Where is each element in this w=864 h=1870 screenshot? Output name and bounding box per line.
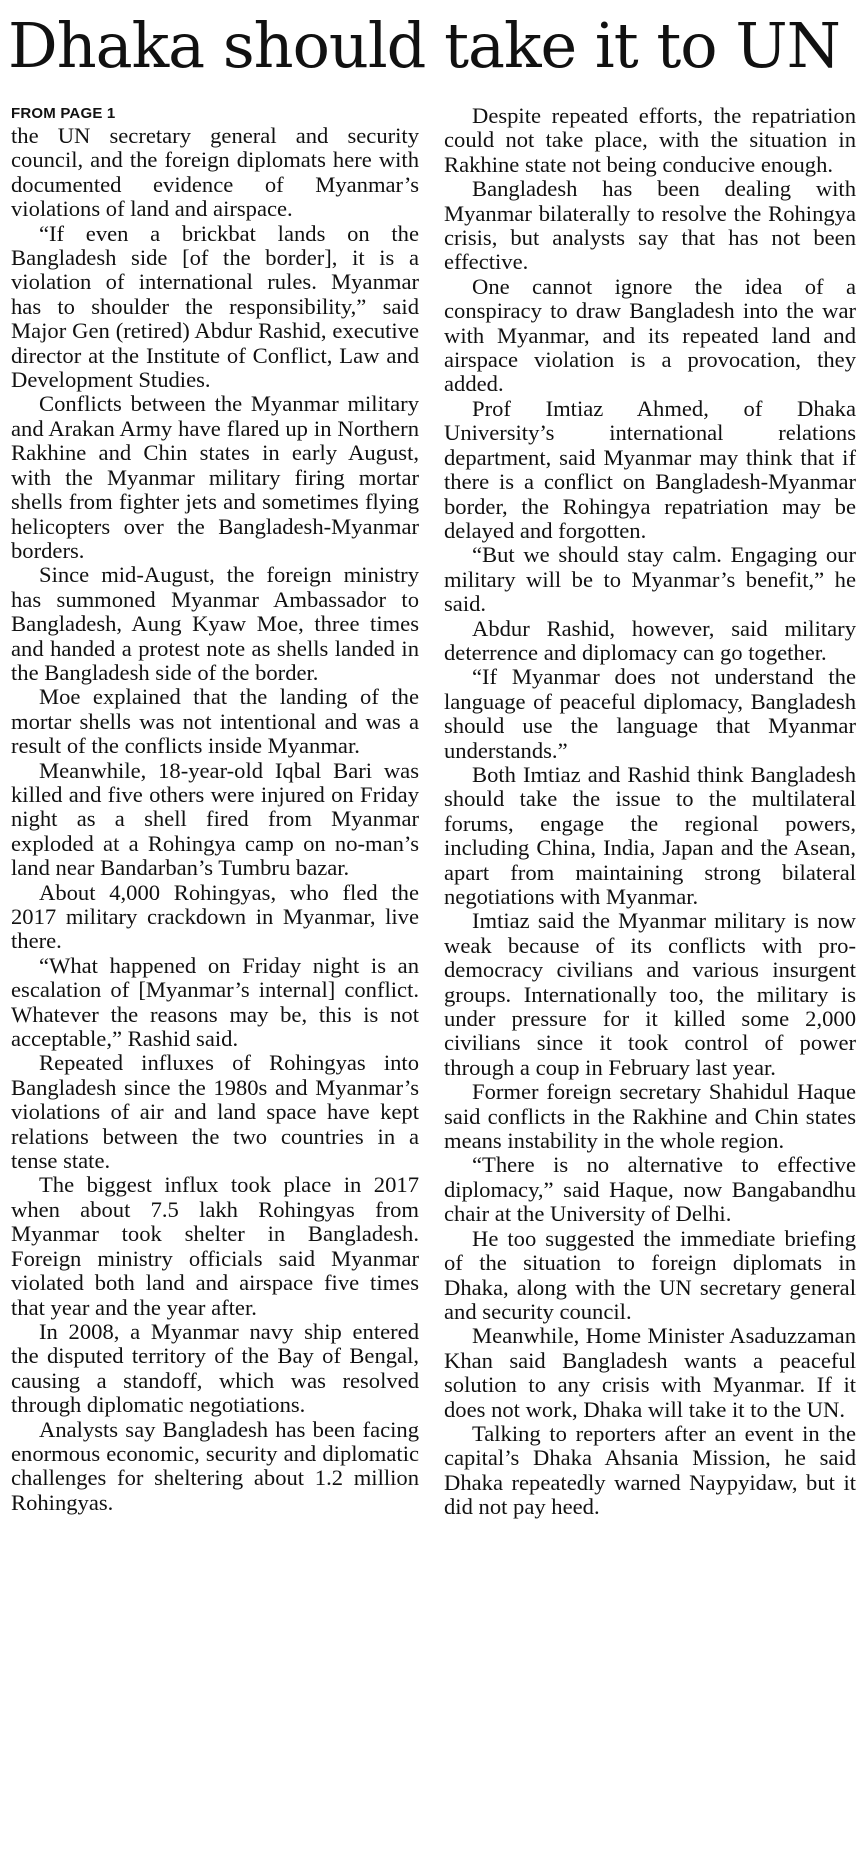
paragraph: In 2008, a Myanmar navy ship entered the disputed territory of the Bay of Bengal, causing a standoff, which was resolved through diplomatic negotiations. bbox=[11, 1318, 419, 1418]
article-column-left bbox=[11, 104, 419, 1864]
headline: Dhaka should take it to UN bbox=[8, 9, 840, 82]
paragraph: “There is no alternative to effective diplomacy,” said Haque, now Bangabandhu chair at the University of Delhi. bbox=[444, 1152, 856, 1227]
paragraph: About 4,000 Rohingyas, who fled the 2017 military crackdown in Myanmar, live there. bbox=[11, 879, 419, 954]
paragraph: “What happened on Friday night is an escalation of [Myanmar’s internal] conflict. Whatever the reasons may be, this is not acceptable,” Rashid said. bbox=[11, 952, 419, 1052]
paragraph: One cannot ignore the idea of a conspiracy to draw Bangladesh into the war with Myanmar, and its repeated land and airspace violation is a provocation, they added. bbox=[444, 273, 856, 397]
paragraph: Bangladesh has been dealing with Myanmar bilaterally to resolve the Rohingya crisis, but analysts say that has not been effective. bbox=[444, 176, 856, 275]
paragraph: The biggest influx took place in 2017 when about 7.5 lakh Rohingyas from Myanmar took shelter in Bangladesh. Foreign ministry officials said Myanmar violated both land and airspace five times that year and the year after. bbox=[11, 1172, 419, 1320]
paragraph: He too suggested the immediate briefing of the situation to foreign diplomats in Dhaka, along with the UN secretary general and security council. bbox=[444, 1225, 856, 1324]
article-column-right bbox=[444, 104, 856, 1864]
paragraph: “But we should stay calm. Engaging our military will be to Myanmar’s benefit,” he said. bbox=[444, 542, 856, 617]
paragraph: Conflicts between the Myanmar military and Arakan Army have flared up in Northern Rakhine and Chin states in early August, with the Myanmar military firing mortar shells from fighter jets and sometimes flying helicopters over the Bangladesh-Myanmar borders. bbox=[11, 391, 419, 563]
paragraph: Prof Imtiaz Ahmed, of Dhaka University’s international relations department, said Myanmar may think that if there is a conflict on Bangladesh-Myanmar border, the Rohingya repatriation may be delayed and forgotten. bbox=[444, 395, 856, 543]
paragraph: Talking to reporters after an event in the capital’s Dhaka Ahsania Mission, he said Dhaka repeatedly warned Naypyidaw, but it did not pay heed. bbox=[444, 1420, 856, 1520]
paragraph: Since mid-August, the foreign ministry has summoned Myanmar Ambassador to Bangladesh, Aung Kyaw Moe, three times and handed a protest note as shells landed in the Bangladesh side of the border. bbox=[11, 562, 419, 685]
paragraph: Meanwhile, Home Minister Asaduzzaman Khan said Bangladesh wants a peaceful solution to any crisis with Myanmar. If it does not work, Dhaka will take it to the UN. bbox=[444, 1323, 856, 1422]
paragraph: Repeated influxes of Rohingyas into Bangladesh since the 1980s and Myanmar’s violations of air and land space have kept relations between the two countries in a tense state. bbox=[11, 1050, 419, 1174]
continuation-kicker: FROM PAGE 1 bbox=[11, 105, 116, 122]
paragraph: Former foreign secretary Shahidul Haque said conflicts in the Rakhine and Chin states means instability in the whole region. bbox=[444, 1079, 856, 1154]
paragraph: “If Myanmar does not understand the language of peaceful diplomacy, Bangladesh should use the language that Myanmar understands.” bbox=[444, 664, 856, 763]
paragraph: Abdur Rashid, however, said military deterrence and diplomacy can go together. bbox=[444, 615, 856, 665]
paragraph: Imtiaz said the Myanmar military is now weak because of its conflicts with pro-democracy civilians and various insurgent groups. Internationally too, the military is under pressure for it killed some 2,000 civilians since it took control of power through a coup in February last year. bbox=[444, 908, 856, 1080]
paragraph: Both Imtiaz and Rashid think Bangladesh should take the issue to the multilateral forums, engage the regional powers, including China, India, Japan and the Asean, apart from maintaining strong bilateral negotiations with Myanmar. bbox=[444, 761, 856, 909]
paragraph: the UN secretary general and security council, and the foreign diplomats here with documented evidence of Myanmar’s violations of land and airspace. bbox=[11, 123, 419, 222]
paragraph: Meanwhile, 18-year-old Iqbal Bari was killed and five others were injured on Friday night as a shell fired from Myanmar exploded at a Rohingya camp on no-man’s land near Bandarban’s Tumbru bazar. bbox=[11, 757, 419, 881]
paragraph: “If even a brickbat lands on the Bangladesh side [of the border], it is a violation of international rules. Myanmar has to shoulder the responsibility,” said Major Gen (retired) Abdur Rashid, executive director at the Institute of Conflict, Law and Development Studies. bbox=[11, 220, 419, 393]
paragraph: Despite repeated efforts, the repatriation could not take place, with the situation in Rakhine state not being conducive enough. bbox=[444, 104, 856, 177]
paragraph: Analysts say Bangladesh has been facing enormous economic, security and diplomatic challenges for sheltering about 1.2 million Rohingyas. bbox=[11, 1416, 419, 1515]
paragraph: Moe explained that the landing of the mortar shells was not intentional and was a result of the conflicts inside Myanmar. bbox=[11, 684, 419, 759]
